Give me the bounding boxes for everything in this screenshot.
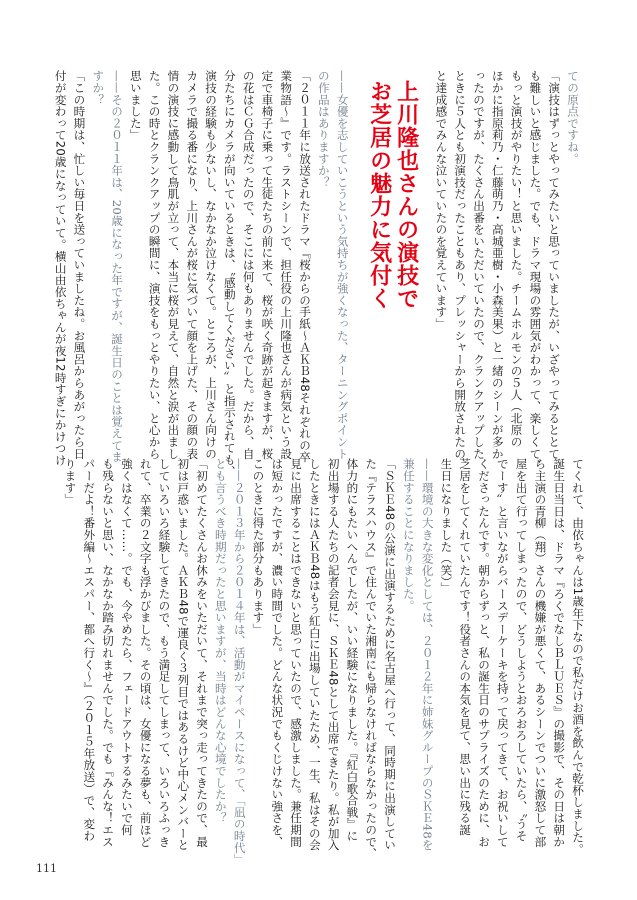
interview-question-column: の作品はありますか？ [316,70,331,188]
body-text-column: てくれて、由依ちゃんは1歳年下なので私だけお酒を飲んで乾杯しました。 [571,458,585,855]
article-top-section [51,70,582,478]
body-text-column: 誕生日当日は、ドラマ『ろくでなしＢＬＵＥＳ』の撮影で、その日は朝か [552,458,567,848]
interview-question-column: 兼任することになりました。 [401,458,416,612]
body-text-column: と達成感でみんな泣いていたのを覚えています」 [434,70,449,330]
body-text-column: ら主演の青柳（翔）さんの機嫌が悪くて、あるシーンでついに激怒して部 [533,458,548,848]
body-text-column: 「ＳＫＥ48の公演に出演するために名古屋へ行って、同時期に出演してい [383,458,398,851]
body-text-column: は短かったですが、濃い時間でした。どんな状況でもくじけない強さを、 [270,458,285,848]
body-text-column: このときに得た部分もあります」 [251,458,266,635]
interview-question-column: すか？ [91,70,106,106]
article-bottom-section [61,458,587,868]
body-text-column: カメラで撮る番になり、上川さんが桜に気づいて顔を上げた、その顔の表 [185,70,200,460]
body-text-column: もっと演技がやりたい！と思いました。チームホルモンの５人（北原の [509,70,524,448]
body-text-column: 生日になりました（笑）」 [439,458,454,594]
body-text-column: 「２０１１年に放送されたドラマ『桜からの手紙～ＡＫＢ48それぞれの卒 [298,70,313,463]
body-text-column: でーす〟と言いながらバースデーケーキを持って戻ってきて、お祝いして [495,458,510,848]
body-text-column: 演技の経験も少ないし、なかなか泣けなくて。ところが、上川さん向けの [204,70,219,460]
body-text-column: していろいろ経験してきたので、もう満足してしまって、いろいろふっき [157,458,172,848]
body-text-column: 「初めてたくさんお休みをいただいて、それまで突っ走ってきたので、最 [195,458,210,848]
interview-question-column: ——女優を志していこうという気持ちが強くなった、ターニングポイント [335,70,350,460]
body-text-column: れて、卒業の２文字も浮かびました。その頃は、女優になる夢も、前ほど [138,458,153,848]
body-text-column: 芝居をしてくれていたんです！役者さんの本気を見て、思い出に残る誕 [458,458,473,836]
body-text-column: ります」 [63,458,78,506]
body-text-column: た。この時とクランクアップの瞬間に、演技をもっとやりたい、と心から [147,70,162,460]
body-text-column: 初は戸惑いました。ＡＫＢ48で運良く３列目ではあるけど中心メンバーと [176,458,191,851]
body-text-column: の花はＣＧ合成だったので、そこには何もありませんでした。だから、自 [241,70,256,460]
section-heading-line: 上川隆也さんの演技で [393,80,419,310]
interview-question-column: とも言うべき時期だったと思いますが、当時はどんな心境でしたか？ [213,458,228,824]
body-text-column: 体力的にもたいへんでしたが、いい経験になりました。『紅白歌合戦』に [345,458,360,842]
body-text-column: 分たちにカメラが向いているときは、〝感動してください〟と指示されても、 [222,70,237,478]
interview-question-column: ——環境の大きな変化としては、２０１２年に姉妹グループのＳＫＥ48を [420,458,435,851]
body-text-column: 初出場する人たちの記者会見に、ＳＫＥ48として出席できたり。私が加入 [326,458,341,851]
body-text-column: 「演技はずっとやってみたいと思っていましたが、いざやってみるととて [547,70,562,460]
body-text-column: 屋を出て行ってしまったので、どうしようとおろおろしていたら、〝うそ [514,458,529,842]
body-text-column: ほかに指原莉乃・仁藤萌乃・高城亜樹・小森美果）と一緒のシーンが多か [490,70,505,460]
body-text-column: も残らないと思い、なかなか踏み切れませんでした。でも『みんな！エス [101,458,116,848]
body-text-column: ときに５人とも初演技だったこともあり、プレッシャーから開放されたの [453,70,468,460]
body-text-column: くださったんです。朝からずっと、私の誕生日のサプライズのために、お [477,458,492,848]
body-text-column: 定で車椅子に乗って生徒たちの前に来て、桜が咲く奇跡が起きますが、桜 [260,70,275,460]
body-text-column: 付が変わって20歳になっていて。横山由依ちゃんが夜12時すぎにかけつけ [53,70,68,467]
page-number: 111 [36,862,57,875]
interview-question-column: ——その２０１１年は、20歳になった年ですが、誕生日のことは覚えてま [110,70,125,463]
body-text-column: 「この時期は、忙しい毎日を送っていましたね。お風呂からあがったら日 [72,70,87,460]
interview-question-column: ての原点ですね。 [566,70,580,165]
body-text-column: 思いました」 [128,70,143,141]
section-heading-line: お芝居の魅力に気付く [366,80,392,310]
body-text-column: 業物語～』です。ラストシーンで、担任役の上川隆也さんが病気という設 [279,70,294,460]
body-text-column: したときにはＡＫＢ48はもう紅白に出場していたため、一生、私はその会 [307,458,322,851]
body-text-column: も難しいと感じました。でも、ドラマ現場の雰囲気がわかって、楽しくて、 [528,70,543,472]
body-text-column: 強くはなくて……。でも、今やめたら、フェードアウトするみたいで何 [119,458,134,836]
body-text-column: た『テラスハウス』で住んでいた湘南にも帰らなければならなかったので、 [364,458,379,860]
interview-question-column: ——２０１３年から２０１４年は、活動がマイペースになって、「凪の時代」 [232,458,247,866]
body-text-column: 見に出席することはできないと思っていたので、感激しました。兼任期間 [289,458,304,848]
body-text-column: ったのですが、たくさん出番をいただいていたので、クランクアップした [472,70,487,460]
body-text-column: パーだよ！番外編～エスパー、都へ行く～』（２０１５年放送）で、変わ [82,458,97,842]
body-text-column: 情の演技に感動して鳥肌が立って、本当に桜が見えて、自然と涙が出まし [166,70,181,460]
